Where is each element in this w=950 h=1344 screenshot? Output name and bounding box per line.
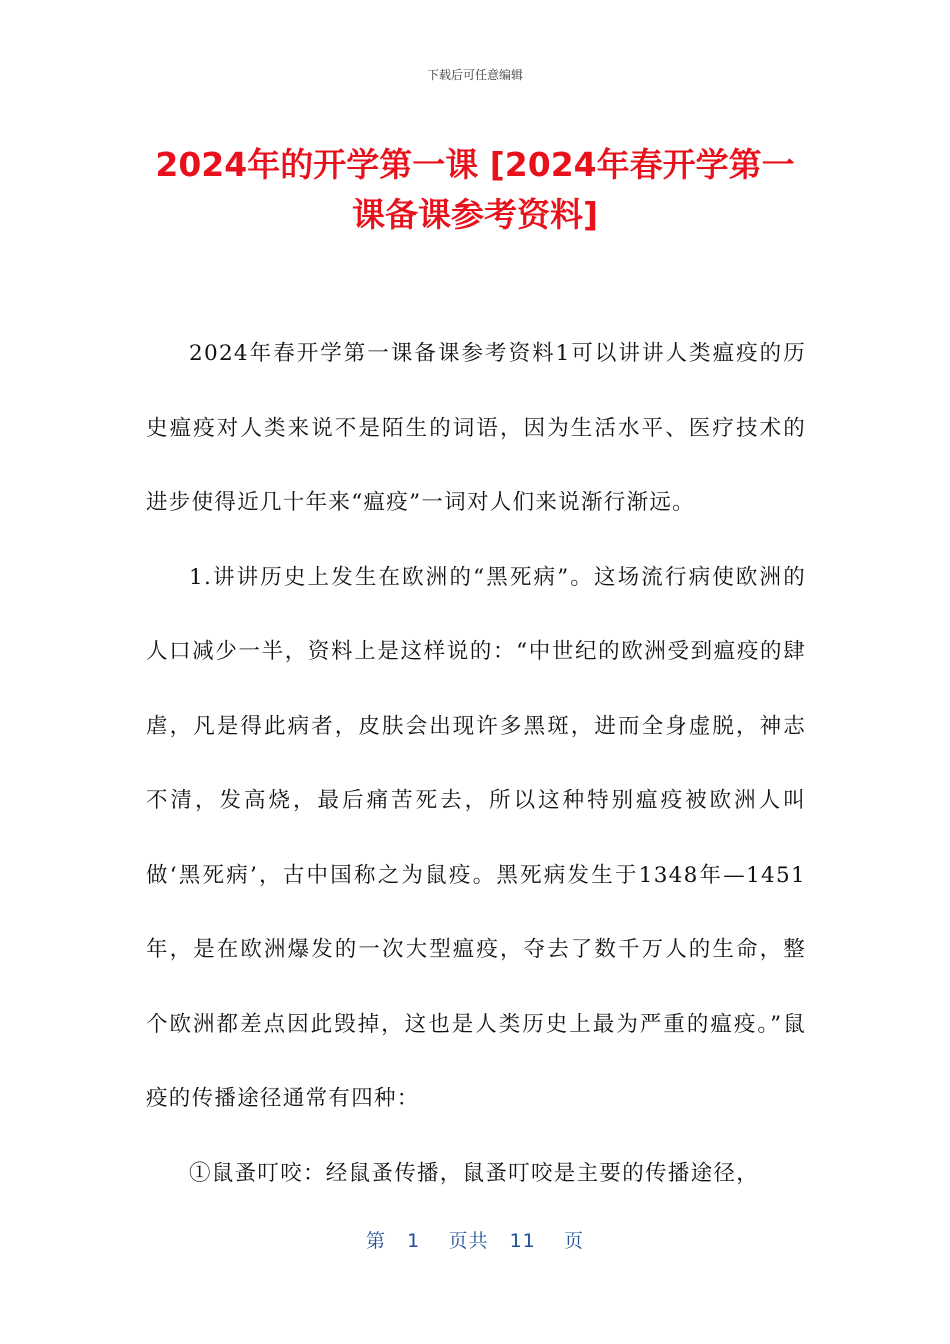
page-label-middle: 页共 (448, 1230, 489, 1252)
total-pages: 11 (509, 1230, 536, 1252)
header-note: 下载后可任意编辑 (426, 68, 523, 82)
page-number: 1 (407, 1230, 421, 1252)
title-line-1: 2024年的开学第一课 [2024年春开学第一 (155, 145, 795, 184)
page-label-prefix: 第 (366, 1230, 387, 1252)
page-footer (0, 1226, 950, 1253)
paragraph-transmission-1: ①鼠蚤叮咬：经鼠蚤传播，鼠蚤叮咬是主要的传播途径， (189, 1160, 760, 1186)
paragraph-black-death: 1.讲讲历史上发生在欧洲的“黑死病”。这场流行病使欧洲的人口减少一半，资料上是这样说的：“中世纪的欧洲受到瘟疫的肆虐，凡是得此病者，皮肤会出现许多黑斑，进而全身虚脱，神志不清，发高烧，最后痛苦死去，所以这种特别瘟疫被欧洲人叫做‘黑死病’，古中国称之为鼠疫。黑死病发生于1348年—1451年，是在欧洲爆发的一次大型瘟疫，夺去了数千万人的生命，整个欧洲都差点因此毁掉，这也是人类历史上最为严重的瘟疫。”鼠疫的传播途径通常有四种： (146, 564, 806, 1111)
title-line-2: 课备课参考资料] (351, 195, 599, 234)
paragraph-intro: 2024年春开学第一课备课参考资料1可以讲讲人类瘟疫的历史瘟疫对人类来说不是陌生的词语，因为生活水平、医疗技术的进步使得近几十年来“瘟疫”一词对人们来说渐行渐远。 (146, 341, 806, 515)
document-title (120, 140, 830, 240)
page-label-suffix: 页 (563, 1230, 584, 1252)
document-body (146, 317, 806, 1211)
